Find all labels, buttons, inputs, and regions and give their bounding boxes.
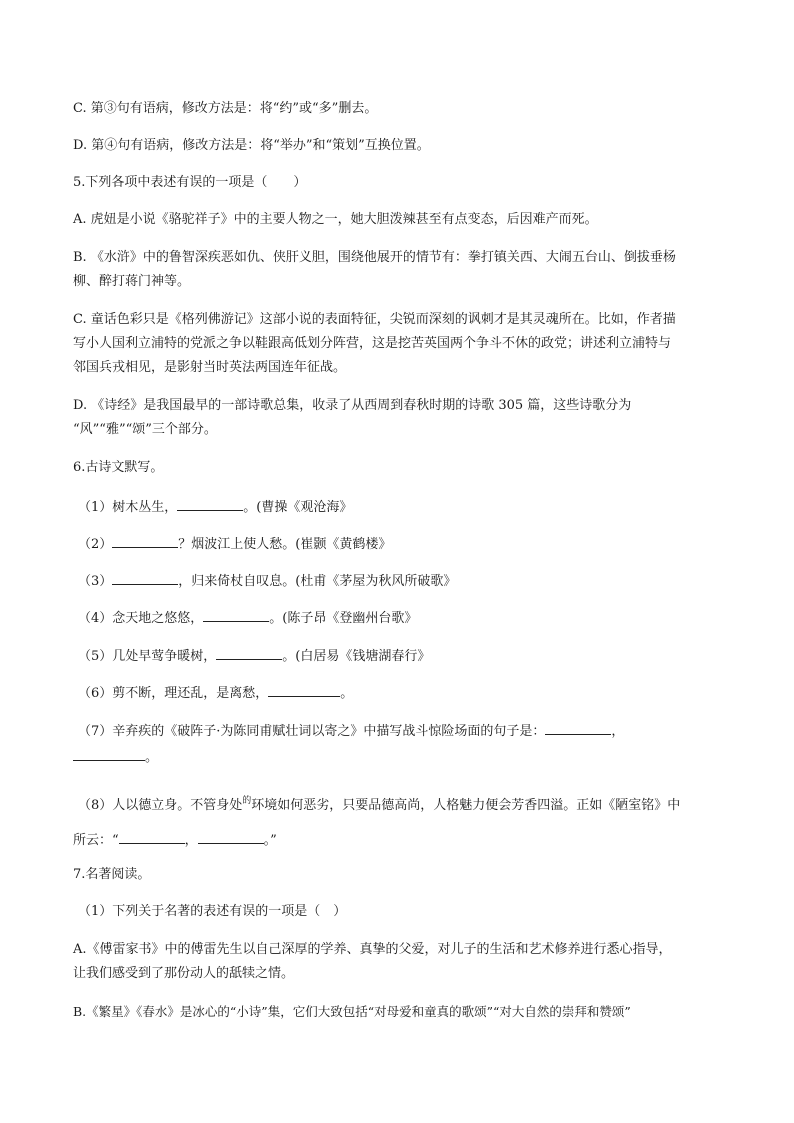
- question-6-title: 6.古诗文默写。: [73, 460, 164, 475]
- poem-8-comma: ，: [184, 833, 198, 848]
- question-7-title: 7.名著阅读。: [73, 867, 151, 882]
- poem-2-number: （2）: [78, 537, 113, 552]
- question-5-title: 5.下列各项中表述有误的一项是（ ）: [73, 175, 307, 190]
- poem-8-text-start: （8）人以德立身。不管身处: [78, 798, 243, 813]
- q7-option-b: B.《繁星》《春水》是冰心的“小诗”集，它们大致包括“对母爱和童真的歌颂”“对大自然的崇拜和赞颂”: [73, 1004, 631, 1019]
- poem-5-source: 。(白居易《钱塘湖春行》: [282, 649, 431, 664]
- q5-option-d-line2: “风”“雅”“颂”三个部分。: [73, 422, 217, 437]
- q5-option-c-line1: C. 童话色彩只是《格列佛游记》这部小说的表面特征，尖锐而深刻的讽刺才是其灵魂所在。比如，作者描: [73, 312, 676, 327]
- poem-item-3: [78, 570, 456, 591]
- poem-3-text: ，归来倚杖自叹息。(杜甫《茅屋为秋风所破歌》: [178, 574, 457, 589]
- answer-blank: [216, 645, 282, 660]
- answer-blank: [177, 496, 243, 511]
- q5-option-a: A. 虎妞是小说《骆驼祥子》中的主要人物之一，她大胆泼辣甚至有点变态，后因难产而死。: [73, 212, 598, 227]
- poem-1-source: 。(曹操《观沧海》: [243, 500, 353, 515]
- answer-blank: [112, 533, 178, 548]
- q5-option-c-line3: 邻国兵戎相见，是影射当时英法两国连年征战。: [73, 360, 347, 375]
- poem-8-text: 环境如何恶劣，只要品德高尚，人格魅力便会芳香四溢。正如《陋室铭》中: [251, 798, 681, 813]
- poem-item-2: [78, 533, 391, 554]
- poem-item-1: [78, 496, 352, 517]
- poem-item-6: [78, 682, 353, 703]
- poem-item-5: [78, 645, 430, 666]
- option-c-line: C. 第③句有语病，修改方法是：将“约”或“多”删去。: [73, 101, 378, 116]
- q5-option-c-line2: 写小人国利立浦特的党派之争以鞋跟高低划分阵营，这是挖苦英国两个争斗不休的政党；讲述利立浦特与: [73, 336, 672, 351]
- answer-blank: [545, 720, 611, 735]
- poem-item-7-line1: [78, 720, 624, 741]
- q5-option-b-line2: 柳、醉打蒋门神等。: [73, 274, 191, 289]
- poem-8-quote-end: 。”: [263, 833, 277, 848]
- answer-blank: [119, 829, 185, 844]
- answer-blank: [203, 607, 269, 622]
- q7-sub-1: （1）下列关于名著的表述有误的一项是（ ）: [78, 904, 347, 919]
- poem-1-text: （1）树木丛生，: [78, 500, 178, 515]
- poem-6-end: 。: [340, 686, 354, 701]
- answer-blank: [198, 829, 264, 844]
- poem-2-text: ？烟波江上使人愁。(崔颢《黄鹤楼》: [178, 537, 392, 552]
- poem-item-4: [78, 607, 417, 628]
- poem-item-8-line1: [78, 797, 680, 816]
- poem-8-quote-start: 所云：“: [73, 833, 119, 848]
- poem-3-number: （3）: [78, 574, 113, 589]
- option-d-line: D. 第④句有语病，修改方法是：将“举办”和“策划”互换位置。: [73, 138, 430, 153]
- poem-item-7-line2: [73, 746, 158, 767]
- q5-option-d-line1: D. 《诗经》是我国最早的一部诗歌总集，收录了从西周到春秋时期的诗歌 305 篇，这些诗歌分为: [73, 398, 632, 413]
- poem-7-comma: ，: [611, 724, 625, 739]
- poem-7-end: 。: [145, 750, 159, 765]
- answer-blank: [73, 746, 145, 761]
- poem-4-source: 。(陈子昂《登幽州台歌》: [269, 611, 418, 626]
- poem-7-text: （7）辛弃疾的《破阵子·为陈同甫赋壮词以寄之》中描写战斗惊险场面的句子是：: [78, 724, 546, 739]
- q7-option-a-line1: A.《傅雷家书》中的傅雷先生以自己深厚的学养、真挚的父爱，对儿子的生活和艺术修养进行悉心指导，: [73, 942, 672, 957]
- answer-blank: [268, 682, 340, 697]
- poem-8-superscript: 的: [242, 796, 252, 806]
- q5-option-b-line1: B. 《水浒》中的鲁智深疾恶如仇、侠肝义胆，围绕他展开的情节有：拳打镇关西、大闹五台山、倒拔垂杨: [73, 250, 676, 265]
- poem-6-text: （6）剪不断，理还乱，是离愁，: [78, 686, 269, 701]
- q7-option-a-line2: 让我们感受到了那份动人的舐犊之情。: [73, 966, 295, 981]
- poem-5-text: （5）几处早莺争暖树，: [78, 649, 217, 664]
- poem-item-8-line2: [73, 829, 277, 850]
- poem-4-text: （4）念天地之悠悠，: [78, 611, 204, 626]
- answer-blank: [112, 570, 178, 585]
